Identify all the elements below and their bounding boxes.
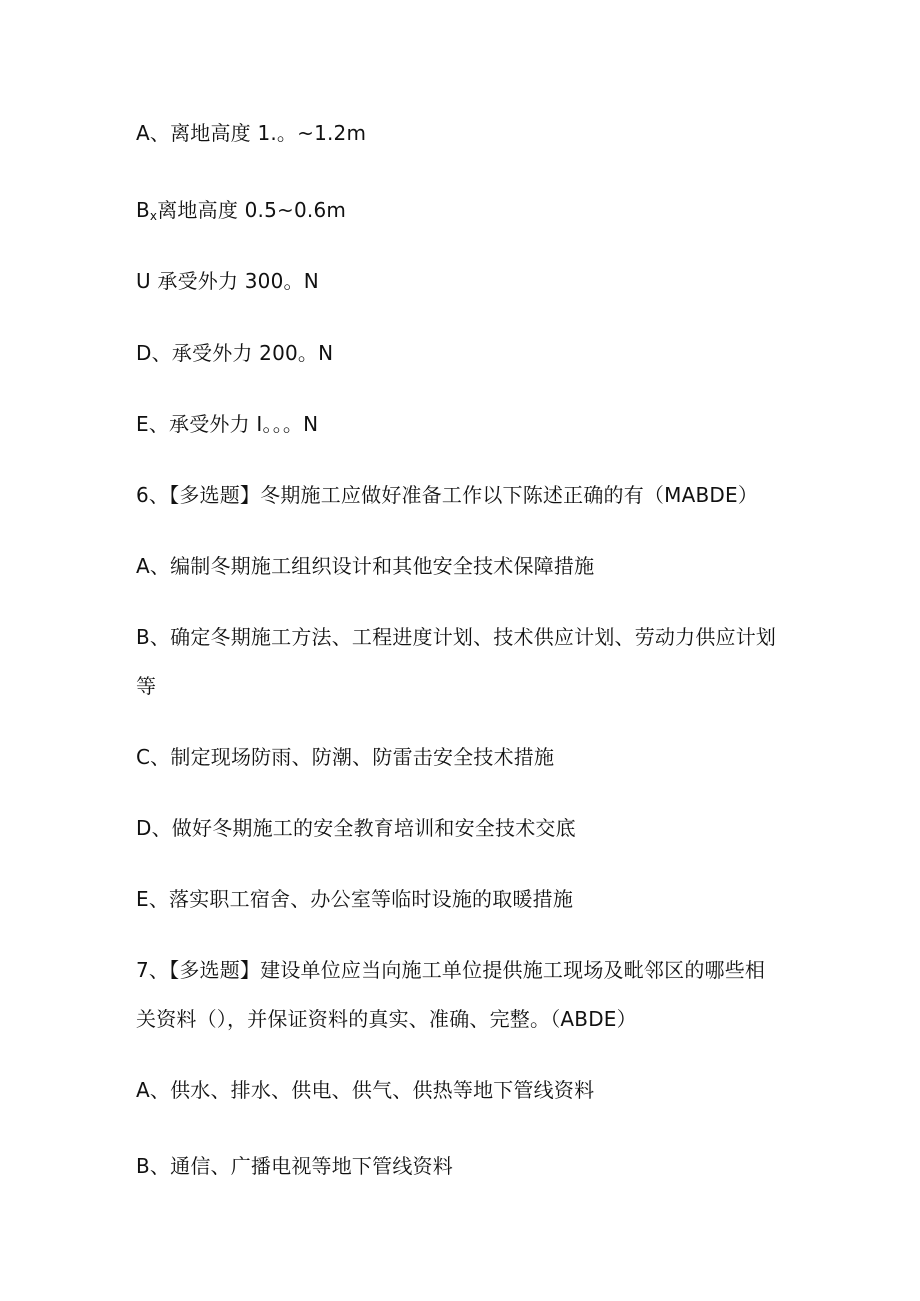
q6-option-c: C、制定现场防雨、防潮、防雷击安全技术措施 bbox=[136, 745, 555, 769]
option-e-force: E、承受外力 I。。。N bbox=[136, 412, 319, 436]
question-7-continued: 关资料（），并保证资料的真实、准确、完整。（ABDE） bbox=[136, 1007, 637, 1031]
option-b-subscript: x bbox=[149, 209, 158, 223]
option-b-letter: B bbox=[136, 198, 150, 222]
option-d-force: D、承受外力 200。N bbox=[136, 341, 334, 365]
option-c-force: U 承受外力 300。N bbox=[136, 269, 319, 293]
question-7: 7、【多选题】建设单位应当向施工单位提供施工现场及毗邻区的哪些相 bbox=[136, 958, 766, 982]
option-b-text: 离地高度 0.5~0.6m bbox=[157, 198, 347, 222]
q6-option-b-continued: 等 bbox=[136, 674, 157, 698]
q6-option-e: E、落实职工宿舍、办公室等临时设施的取暖措施 bbox=[136, 887, 574, 911]
q6-option-a: A、编制冬期施工组织设计和其他安全技术保障措施 bbox=[136, 554, 595, 578]
q6-option-b: B、确定冬期施工方法、工程进度计划、技术供应计划、劳动力供应计划 bbox=[136, 625, 777, 649]
q7-option-b: B、通信、广播电视等地下管线资料 bbox=[136, 1154, 453, 1178]
question-6: 6、【多选题】冬期施工应做好准备工作以下陈述正确的有（MABDE） bbox=[136, 483, 759, 507]
q6-option-d: D、做好冬期施工的安全教育培训和安全技术交底 bbox=[136, 816, 576, 840]
q7-option-a: A、供水、排水、供电、供气、供热等地下管线资料 bbox=[136, 1078, 595, 1102]
option-b-height bbox=[136, 198, 346, 228]
option-a-height: A、离地高度 1.。~1.2m bbox=[136, 121, 367, 145]
